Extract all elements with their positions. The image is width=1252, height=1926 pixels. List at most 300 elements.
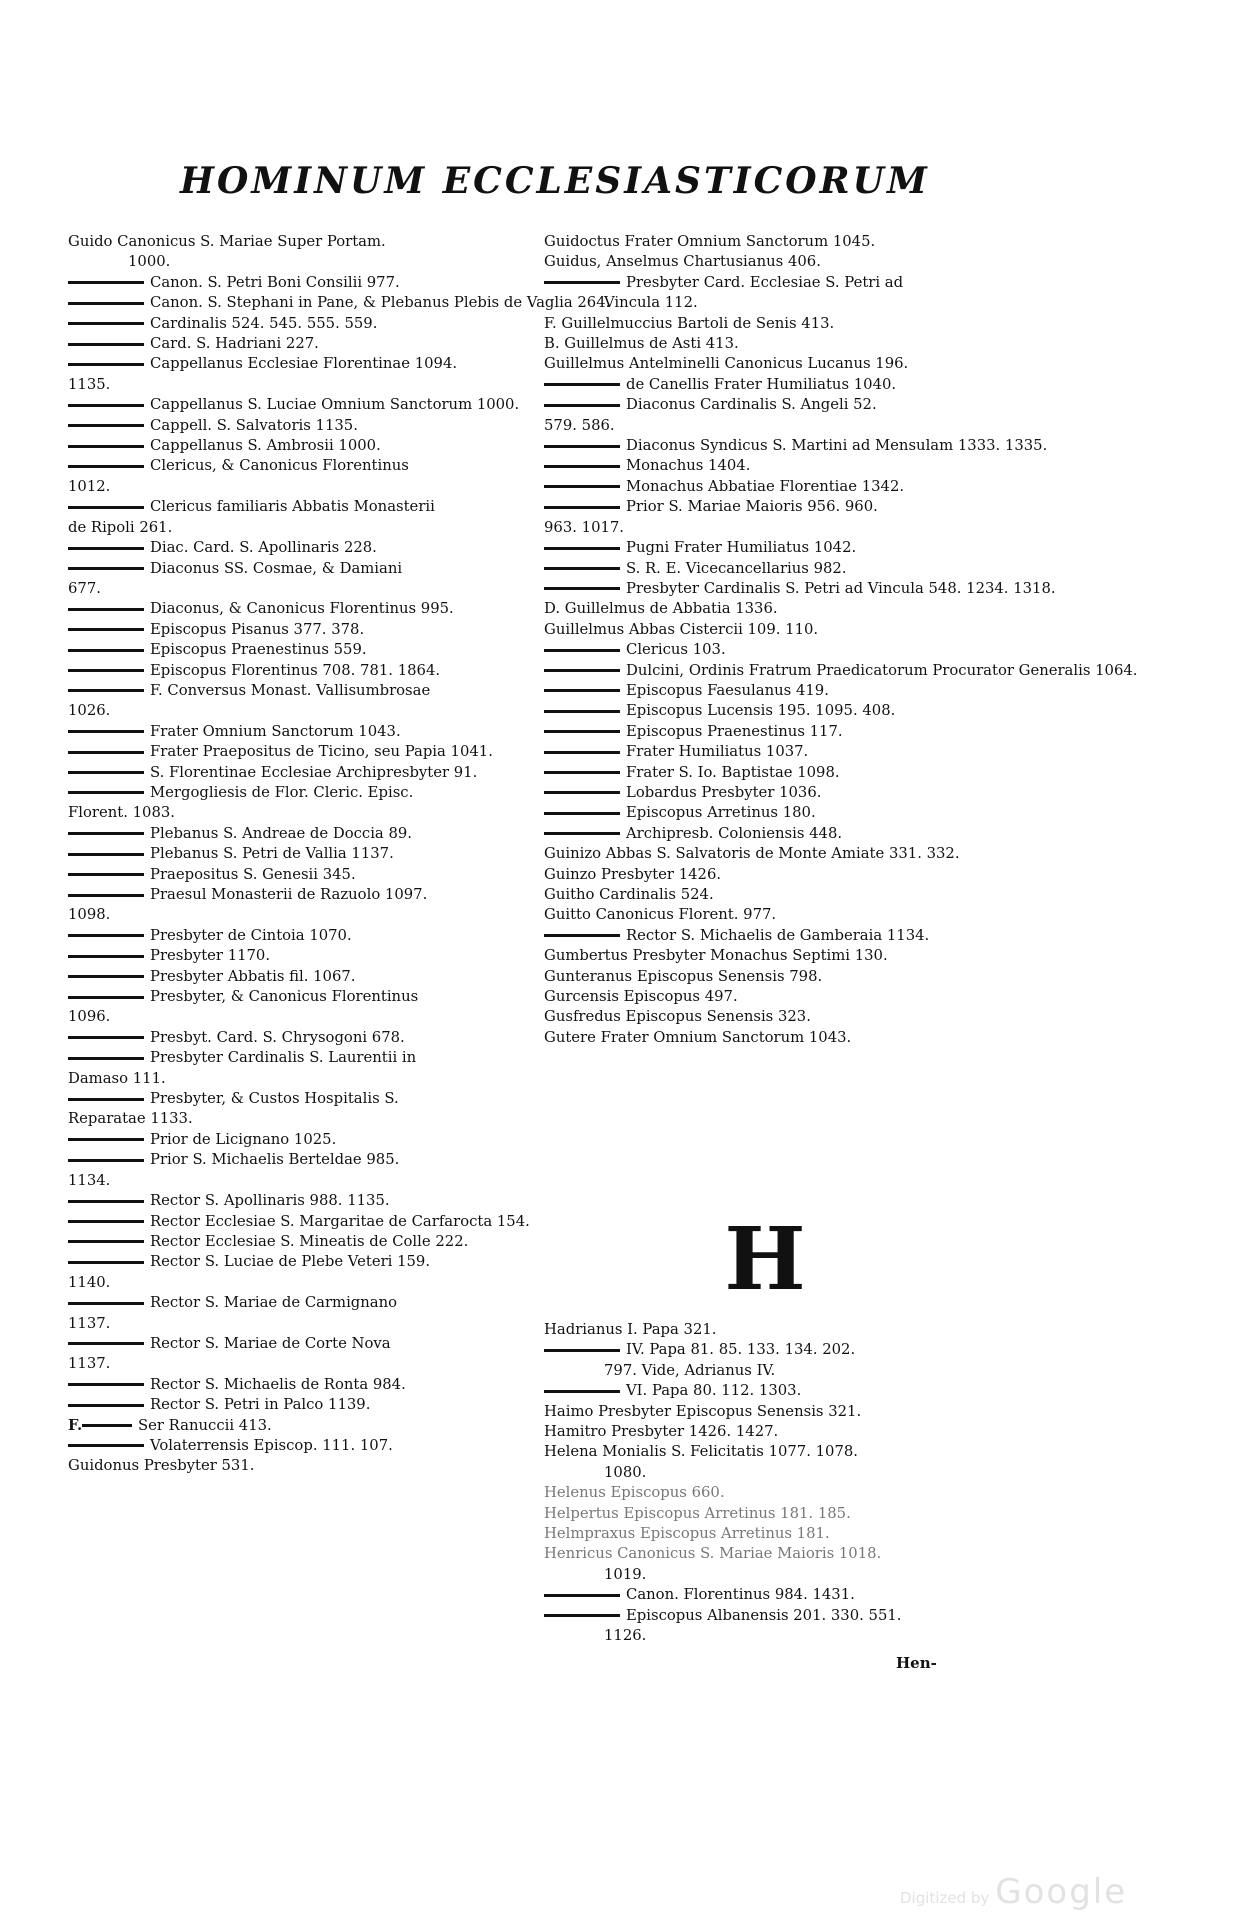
index-entry bbox=[544, 416, 992, 436]
ditto-dash bbox=[68, 1098, 144, 1101]
index-entry bbox=[68, 722, 516, 742]
entry-text: Rector S. Michaelis de Gamberaia 1134. bbox=[626, 926, 930, 944]
entry-text: 1135. bbox=[68, 375, 111, 393]
entry-text: Frater Humiliatus 1037. bbox=[626, 743, 809, 761]
index-entry bbox=[68, 579, 516, 599]
index-entry bbox=[544, 620, 992, 640]
entry-text: 1098. bbox=[68, 906, 111, 924]
ditto-dash bbox=[68, 506, 144, 509]
ditto-dash bbox=[68, 730, 144, 733]
ditto-dash bbox=[68, 1240, 144, 1243]
entry-text: Helmpraxus Episcopus Arretinus 181. bbox=[544, 1525, 830, 1543]
entry-text: Prior de Licignano 1025. bbox=[150, 1130, 337, 1148]
index-entry bbox=[544, 742, 992, 762]
entry-text: 677. bbox=[68, 579, 101, 597]
entry-text: Presbyter Cardinalis S. Petri ad Vincula 548. 1234. 1318. bbox=[626, 579, 1056, 597]
index-entry bbox=[68, 314, 516, 334]
ditto-dash bbox=[68, 404, 144, 407]
index-entry bbox=[68, 967, 516, 987]
entry-text: Presbyter de Cintoia 1070. bbox=[150, 926, 352, 944]
entry-text: Monachus Abbatiae Florentiae 1342. bbox=[626, 477, 905, 495]
ditto-dash bbox=[68, 1404, 144, 1407]
entry-text: Florent. 1083. bbox=[68, 804, 175, 822]
index-entry bbox=[68, 456, 516, 476]
entry-text: F. Conversus Monast. Vallisumbrosae bbox=[150, 681, 431, 699]
ditto-dash bbox=[68, 791, 144, 794]
ditto-dash bbox=[544, 710, 620, 713]
index-entry bbox=[68, 395, 520, 415]
index-entry bbox=[68, 354, 516, 374]
entry-text: Archipresb. Coloniensis 448. bbox=[626, 824, 843, 842]
index-entry bbox=[544, 946, 992, 966]
index-entry bbox=[544, 1565, 992, 1585]
entry-text: 1080. bbox=[604, 1463, 647, 1481]
entry-text: Clericus 103. bbox=[626, 641, 726, 659]
entry-text: Frater S. Io. Baptistae 1098. bbox=[626, 763, 840, 781]
index-entry bbox=[68, 1007, 516, 1027]
entry-text: Helpertus Episcopus Arretinus 181. 185. bbox=[544, 1504, 851, 1522]
entry-text: Guido Canonicus S. Mariae Super Portam. bbox=[68, 233, 386, 250]
entry-text: 1137. bbox=[68, 1355, 111, 1373]
ditto-dash bbox=[68, 363, 144, 366]
entry-text: Prior S. Mariae Maioris 956. 960. bbox=[626, 498, 878, 516]
ditto-dash bbox=[68, 751, 144, 754]
index-entry bbox=[544, 865, 992, 885]
entry-text: Rector Ecclesiae S. Mineatis de Colle 222. bbox=[150, 1232, 469, 1250]
ditto-dash bbox=[68, 445, 144, 448]
index-entry bbox=[544, 497, 992, 517]
index-entry bbox=[544, 905, 992, 925]
entry-text: Rector S. Luciae de Plebe Veteri 159. bbox=[150, 1253, 431, 1271]
ditto-dash bbox=[544, 485, 620, 488]
index-entry bbox=[68, 681, 516, 701]
index-entry bbox=[544, 314, 992, 334]
entry-text: Rector S. Mariae de Carmignano bbox=[150, 1294, 398, 1312]
entry-text: Helena Monialis S. Felicitatis 1077. 1078. bbox=[544, 1443, 858, 1461]
index-entry bbox=[544, 1585, 992, 1605]
entry-text: Presbyter Abbatis fil. 1067. bbox=[150, 967, 356, 985]
index-entry bbox=[68, 599, 516, 619]
entry-text: Cappellanus Ecclesiae Florentinae 1094. bbox=[150, 355, 458, 373]
index-entry bbox=[68, 293, 611, 313]
ditto-dash bbox=[544, 404, 620, 407]
entry-text: Diaconus, & Canonicus Florentinus 995. bbox=[150, 600, 454, 618]
entry-text: Clericus familiaris Abbatis Monasterii bbox=[150, 498, 435, 516]
index-entry bbox=[544, 681, 992, 701]
index-entry bbox=[68, 1191, 516, 1211]
entry-text: Diaconus SS. Cosmae, & Damiani bbox=[150, 559, 403, 577]
entry-text: Diaconus Syndicus S. Martini ad Mensulam 1333. 1335. bbox=[626, 437, 1048, 455]
index-entry bbox=[68, 1130, 516, 1150]
entry-text: Vincula 112. bbox=[604, 294, 698, 312]
index-entry bbox=[544, 559, 992, 579]
entry-text: Rector S. Apollinaris 988. 1135. bbox=[150, 1192, 390, 1210]
index-entry bbox=[544, 273, 992, 293]
entry-text: Pugni Frater Humiliatus 1042. bbox=[626, 539, 857, 557]
entry-text: Reparatae 1133. bbox=[68, 1110, 193, 1128]
index-entry bbox=[544, 1381, 992, 1401]
entry-text: Gurcensis Episcopus 497. bbox=[544, 988, 738, 1006]
entry-text: Praepositus S. Genesii 345. bbox=[150, 865, 356, 883]
entry-text: Guidus, Anselmus Chartusianus 406. bbox=[544, 253, 821, 271]
index-entry bbox=[68, 1232, 516, 1252]
entry-text: Episcopus Arretinus 180. bbox=[626, 804, 816, 822]
entry-text: 1140. bbox=[68, 1273, 111, 1291]
ditto-dash bbox=[68, 832, 144, 835]
index-entry bbox=[68, 518, 516, 538]
entry-text: Diaconus Cardinalis S. Angeli 52. bbox=[626, 396, 877, 414]
entry-text: 797. Vide, Adrianus IV. bbox=[604, 1361, 776, 1379]
index-entry bbox=[68, 783, 516, 803]
ditto-dash bbox=[68, 955, 144, 958]
index-entry bbox=[544, 232, 992, 252]
index-entry bbox=[68, 1089, 516, 1109]
index-entry bbox=[544, 1524, 992, 1544]
entry-text: Frater Omnium Sanctorum 1043. bbox=[150, 722, 401, 740]
entry-text: 1000. bbox=[128, 253, 171, 271]
index-entry bbox=[68, 1375, 516, 1395]
ditto-dash bbox=[68, 873, 144, 876]
entry-text: Monachus 1404. bbox=[626, 457, 751, 475]
index-entry bbox=[68, 1150, 516, 1170]
ditto-dash bbox=[544, 465, 620, 468]
index-entry bbox=[68, 803, 516, 823]
ditto-dash bbox=[68, 281, 144, 284]
index-entry bbox=[544, 1626, 992, 1646]
index-entry bbox=[68, 1436, 516, 1456]
entry-text: Gutere Frater Omnium Sanctorum 1043. bbox=[544, 1028, 852, 1046]
frater-prefix: F. bbox=[68, 1416, 83, 1434]
index-entry bbox=[68, 334, 516, 354]
index-entry bbox=[544, 538, 992, 558]
index-entry bbox=[68, 1212, 530, 1232]
entry-text: Rector S. Petri in Palco 1139. bbox=[150, 1396, 371, 1414]
entry-text: Volaterrensis Episcop. 111. 107. bbox=[150, 1436, 393, 1454]
entry-text: Guillelmus Antelminelli Canonicus Lucanus 196. bbox=[544, 355, 909, 373]
index-entry bbox=[544, 885, 992, 905]
index-entry bbox=[544, 640, 992, 660]
entry-text: Presbyter Cardinalis S. Laurentii in bbox=[150, 1049, 417, 1067]
ditto-dash bbox=[68, 1159, 144, 1162]
ditto-dash bbox=[544, 730, 620, 733]
index-entry bbox=[68, 1252, 516, 1272]
entry-text: Cardinalis 524. 545. 555. 559. bbox=[150, 314, 378, 332]
index-entry bbox=[544, 293, 992, 313]
index-entry bbox=[68, 416, 516, 436]
index-entry bbox=[68, 1334, 516, 1354]
index-entry bbox=[68, 1456, 516, 1476]
index-entry bbox=[544, 661, 1138, 681]
index-entry bbox=[544, 1463, 992, 1483]
ditto-dash bbox=[544, 649, 620, 652]
ditto-dash bbox=[68, 628, 144, 631]
entry-text: S. Florentinae Ecclesiae Archipresbyter 91. bbox=[150, 763, 478, 781]
index-entry bbox=[544, 375, 992, 395]
catchword: Hen- bbox=[896, 1654, 937, 1672]
index-entry bbox=[68, 436, 516, 456]
index-entry bbox=[544, 967, 992, 987]
index-entry bbox=[68, 1314, 516, 1334]
index-entry bbox=[544, 599, 992, 619]
ditto-dash bbox=[68, 1261, 144, 1264]
entry-text: Presbyt. Card. S. Chrysogoni 678. bbox=[150, 1028, 405, 1046]
ditto-dash bbox=[68, 894, 144, 897]
entry-text: Episcopus Pisanus 377. 378. bbox=[150, 620, 365, 638]
ditto-dash bbox=[68, 465, 144, 468]
index-entry bbox=[544, 477, 992, 497]
entry-text: Rector S. Mariae de Corte Nova bbox=[150, 1334, 391, 1352]
entry-text: 1126. bbox=[604, 1627, 647, 1645]
ditto-dash bbox=[68, 608, 144, 611]
ditto-dash bbox=[544, 506, 620, 509]
index-entry bbox=[544, 844, 992, 864]
ditto-dash bbox=[68, 649, 144, 652]
entry-text: Clericus, & Canonicus Florentinus bbox=[150, 457, 409, 475]
index-entry bbox=[68, 497, 516, 517]
ditto-dash bbox=[68, 1220, 144, 1223]
index-entry bbox=[68, 375, 516, 395]
watermark-big: Google bbox=[995, 1872, 1128, 1912]
ditto-dash bbox=[68, 1138, 144, 1141]
entry-text: Cappellanus S. Ambrosii 1000. bbox=[150, 437, 381, 455]
ditto-dash bbox=[68, 1036, 144, 1039]
entry-text: Haimo Presbyter Episcopus Senensis 321. bbox=[544, 1402, 862, 1420]
index-entry bbox=[68, 1293, 516, 1313]
ditto-dash bbox=[544, 771, 620, 774]
index-entry bbox=[544, 783, 992, 803]
index-entry bbox=[68, 987, 516, 1007]
entry-text: Rector S. Michaelis de Ronta 984. bbox=[150, 1375, 406, 1393]
entry-text: Canon. S. Petri Boni Consilii 977. bbox=[150, 273, 400, 291]
index-entry bbox=[68, 763, 516, 783]
ditto-dash bbox=[82, 1424, 132, 1427]
index-entry bbox=[544, 1007, 992, 1027]
index-entry bbox=[544, 763, 992, 783]
index-entry bbox=[68, 926, 516, 946]
ditto-dash bbox=[544, 445, 620, 448]
entry-text: de Canellis Frater Humiliatus 1040. bbox=[626, 375, 897, 393]
index-entry bbox=[68, 844, 516, 864]
ditto-dash bbox=[544, 812, 620, 815]
ditto-dash bbox=[68, 1383, 144, 1386]
ditto-dash bbox=[544, 791, 620, 794]
index-entry bbox=[544, 1544, 992, 1564]
index-entry bbox=[544, 1483, 992, 1503]
index-entry bbox=[544, 1340, 992, 1360]
index-entry bbox=[544, 252, 992, 272]
index-entry bbox=[544, 1320, 992, 1340]
entry-text: Presbyter Card. Ecclesiae S. Petri ad bbox=[626, 273, 904, 291]
ditto-dash bbox=[544, 547, 620, 550]
ditto-dash bbox=[544, 587, 620, 590]
index-entry bbox=[68, 865, 516, 885]
entry-text: Rector Ecclesiae S. Margaritae de Carfarocta 154. bbox=[150, 1212, 530, 1230]
index-entry bbox=[68, 538, 516, 558]
index-entry bbox=[544, 803, 992, 823]
ditto-dash bbox=[68, 424, 144, 427]
entry-text: Gunteranus Episcopus Senensis 798. bbox=[544, 967, 823, 985]
index-entry bbox=[544, 1422, 992, 1442]
entry-text: Plebanus S. Andreae de Doccia 89. bbox=[150, 824, 412, 842]
index-entry bbox=[544, 1402, 992, 1422]
entry-text: VI. Papa 80. 112. 1303. bbox=[626, 1382, 802, 1400]
entry-text: Episcopus Praenestinus 559. bbox=[150, 641, 367, 659]
entry-text: Hadrianus I. Papa 321. bbox=[544, 1321, 717, 1338]
index-entry bbox=[544, 1504, 992, 1524]
entry-text: Episcopus Faesulanus 419. bbox=[626, 681, 829, 699]
index-entry bbox=[544, 1442, 992, 1462]
index-entry bbox=[68, 661, 516, 681]
entry-text: Gusfredus Episcopus Senensis 323. bbox=[544, 1008, 811, 1026]
index-entry bbox=[544, 1361, 992, 1381]
ditto-dash bbox=[68, 771, 144, 774]
index-entry bbox=[68, 1395, 516, 1415]
entry-text: Presbyter 1170. bbox=[150, 947, 271, 965]
entry-text: Mergogliesis de Flor. Cleric. Episc. bbox=[150, 783, 414, 801]
entry-text: Presbyter, & Custos Hospitalis S. bbox=[150, 1090, 399, 1108]
entry-text: Guitho Cardinalis 524. bbox=[544, 886, 714, 903]
entry-text: Guinzo Presbyter 1426. bbox=[544, 865, 722, 883]
entry-text: 1026. bbox=[68, 702, 111, 720]
entry-text: Ser Ranuccii 413. bbox=[138, 1416, 272, 1434]
index-entry bbox=[544, 334, 992, 354]
index-entry bbox=[544, 722, 992, 742]
entry-text: Prior S. Michaelis Berteldae 985. bbox=[150, 1151, 400, 1169]
ditto-dash bbox=[68, 1302, 144, 1305]
right-column bbox=[544, 232, 1138, 1048]
entry-text: Guinizo Abbas S. Salvatoris de Monte Amiate 331. 332. bbox=[544, 845, 960, 863]
index-entry bbox=[544, 926, 992, 946]
ditto-dash bbox=[68, 689, 144, 692]
ditto-dash bbox=[68, 343, 144, 346]
entry-text: Lobardus Presbyter 1036. bbox=[626, 783, 822, 801]
index-entry bbox=[68, 946, 516, 966]
ditto-dash bbox=[544, 832, 620, 835]
ditto-dash bbox=[68, 302, 144, 305]
index-entry bbox=[68, 742, 516, 762]
index-entry bbox=[68, 885, 516, 905]
entry-text: Episcopus Albanensis 201. 330. 551. bbox=[626, 1606, 902, 1624]
index-entry bbox=[68, 1273, 516, 1293]
index-entry bbox=[544, 824, 992, 844]
entry-text: Episcopus Praenestinus 117. bbox=[626, 722, 843, 740]
index-entry bbox=[68, 701, 516, 721]
ditto-dash bbox=[68, 567, 144, 570]
ditto-dash bbox=[68, 669, 144, 672]
entry-text: Diac. Card. S. Apollinaris 228. bbox=[150, 539, 377, 557]
index-entry bbox=[68, 824, 516, 844]
entry-text: Episcopus Florentinus 708. 781. 1864. bbox=[150, 661, 441, 679]
index-entry bbox=[68, 477, 516, 497]
entry-text: D. Guillelmus de Abbatia 1336. bbox=[544, 600, 778, 618]
index-entry bbox=[544, 518, 992, 538]
ditto-dash bbox=[544, 383, 620, 386]
ditto-dash bbox=[68, 322, 144, 325]
index-entry bbox=[544, 436, 1048, 456]
ditto-dash bbox=[68, 996, 144, 999]
entry-text: Frater Praepositus de Ticino, seu Papia 1041. bbox=[150, 743, 493, 761]
entry-text: Plebanus S. Petri de Vallia 1137. bbox=[150, 845, 394, 863]
index-entry bbox=[544, 1606, 992, 1626]
ditto-dash bbox=[544, 1349, 620, 1352]
entry-text: Cappell. S. Salvatoris 1135. bbox=[150, 416, 358, 434]
ditto-dash bbox=[68, 1057, 144, 1060]
entry-text: Cappellanus S. Luciae Omnium Sanctorum 1000. bbox=[150, 396, 520, 414]
ditto-dash bbox=[544, 751, 620, 754]
ditto-dash bbox=[544, 934, 620, 937]
entry-text: Praesul Monasterii de Razuolo 1097. bbox=[150, 886, 428, 903]
entry-text: Canon. Florentinus 984. 1431. bbox=[626, 1586, 855, 1604]
ditto-dash bbox=[544, 1390, 620, 1393]
index-entry bbox=[68, 640, 516, 660]
entry-text: IV. Papa 81. 85. 133. 134. 202. bbox=[626, 1341, 856, 1359]
entry-text: Card. S. Hadriani 227. bbox=[150, 335, 319, 353]
index-entry bbox=[68, 273, 516, 293]
entry-text: Canon. S. Stephani in Pane, & Plebanus Plebis de Vaglia 264. bbox=[150, 294, 611, 312]
index-entry bbox=[68, 232, 516, 252]
index-entry bbox=[68, 1354, 516, 1374]
ditto-dash bbox=[68, 1444, 144, 1447]
index-entry bbox=[68, 1416, 516, 1436]
entry-text: Hamitro Presbyter 1426. 1427. bbox=[544, 1423, 779, 1441]
ditto-dash bbox=[68, 1200, 144, 1203]
index-entry bbox=[68, 1048, 516, 1068]
ditto-dash bbox=[544, 281, 620, 284]
entry-text: 1137. bbox=[68, 1314, 111, 1332]
index-entry bbox=[544, 987, 992, 1007]
entry-text: Helenus Episcopus 660. bbox=[544, 1484, 725, 1502]
entry-text: Episcopus Lucensis 195. 1095. 408. bbox=[626, 702, 896, 720]
entry-text: Guitto Canonicus Florent. 977. bbox=[544, 906, 777, 924]
entry-text: Guillelmus Abbas Cistercii 109. 110. bbox=[544, 620, 819, 638]
index-entry bbox=[68, 1028, 516, 1048]
ditto-dash bbox=[68, 547, 144, 550]
entry-text: 579. 586. bbox=[544, 416, 615, 434]
index-entry bbox=[68, 905, 516, 925]
ditto-dash bbox=[544, 1594, 620, 1597]
ditto-dash bbox=[544, 1614, 620, 1617]
entry-text: Damaso 111. bbox=[68, 1069, 166, 1087]
index-entry bbox=[68, 620, 516, 640]
entry-text: Presbyter, & Canonicus Florentinus bbox=[150, 988, 419, 1006]
index-entry bbox=[68, 1109, 516, 1129]
entry-text: 963. 1017. bbox=[544, 518, 625, 536]
index-entry bbox=[68, 252, 516, 272]
entry-text: S. R. E. Vicecancellarius 982. bbox=[626, 559, 847, 577]
digitized-watermark bbox=[900, 1872, 1127, 1912]
entry-text: Guidoctus Frater Omnium Sanctorum 1045. bbox=[544, 233, 876, 250]
entry-text: 1019. bbox=[604, 1565, 647, 1583]
ditto-dash bbox=[68, 975, 144, 978]
ditto-dash bbox=[544, 689, 620, 692]
index-entry bbox=[68, 559, 516, 579]
ditto-dash bbox=[544, 567, 620, 570]
entry-text: 1134. bbox=[68, 1171, 111, 1189]
entry-text: Guidonus Presbyter 531. bbox=[68, 1457, 255, 1475]
index-entry bbox=[544, 701, 992, 721]
ditto-dash bbox=[544, 669, 620, 672]
index-entry bbox=[68, 1171, 516, 1191]
section-letter: H bbox=[724, 1209, 806, 1310]
index-entry bbox=[68, 1069, 516, 1089]
entry-text: B. Guillelmus de Asti 413. bbox=[544, 335, 739, 353]
entry-text: de Ripoli 261. bbox=[68, 518, 173, 536]
index-entry bbox=[544, 1028, 992, 1048]
index-entry bbox=[544, 354, 992, 374]
right-column-h-section bbox=[544, 1320, 992, 1647]
index-entry bbox=[544, 456, 992, 476]
ditto-dash bbox=[68, 853, 144, 856]
